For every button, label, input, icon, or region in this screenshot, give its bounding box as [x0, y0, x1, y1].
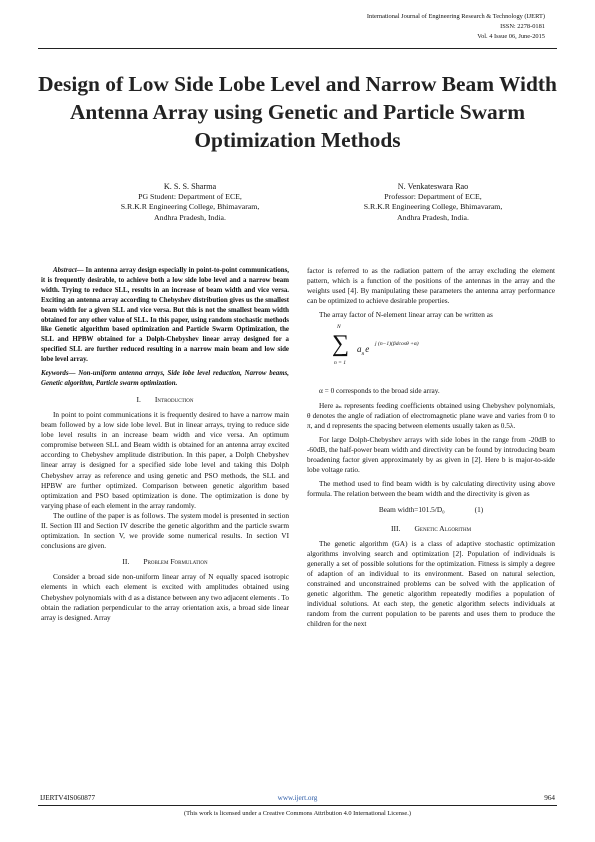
sum-lower-limit: n = 1 [334, 360, 346, 367]
keywords: Keywords— Non-uniform antenna arrays, Side lobe level reduction, Narrow beams, Genetic algorithm, Particle swarm optimization. [41, 370, 289, 387]
exponent-term: j (n−1)(βdcosθ +α) [375, 341, 419, 348]
paragraph: factor is referred to as the radiation pattern of the array excluding the element pattern, which is a function of the positions of the antennas in the array and the weights used [4]. By manipulating these parameters the antenna array performance can be optimized to achieve desirable properties. [307, 266, 555, 306]
abstract-text: In antenna array design especially in point-to-point communications, it is frequently desirable, to achieve both a low side lobe level and a narrow beam width. Trying to reduce SLL, results in an increase of beam width and vice versa. Exciting an antenna array according to Chebyshev distribution gives us the smallest beam width for a given SLL and vice versa. But this is not the smallest beam width obtained for any other value of SLL. In this paper, using random stochastic methods like Genetic algorithm based optimization and Particle Swarm Optimization, the SLL and HPBW obtained for a Dolph-Chebyshev linear array designed for a specified SLL are further reduced resulting in a narrow main beam and low side lobe level array. [41, 267, 289, 364]
footer-rule [38, 805, 557, 806]
left-column [41, 266, 289, 623]
page-number: 964 [544, 794, 555, 802]
abstract [41, 266, 289, 365]
paper-title: Design of Low Side Lobe Level and Narrow Beam Width Antenna Array using Genetic and Particle Swarm Optimization Methods [38, 72, 557, 152]
author-affiliation-line: Andhra Pradesh, India. [154, 212, 226, 222]
paragraph: Consider a broad side non-uniform linear array of N equally spaced isotropic elements in which each element is excited with amplitudes obtained using Chebyshev polynomials with d as a distance between any two adjacent elements . To obtain the radiation perpendicular to the array orientation axis, a broad side linear array is designed. Array [41, 572, 289, 622]
paper-id: IJERTV4IS060877 [40, 794, 96, 802]
paragraph: For large Dolph-Chebyshev arrays with side lobes in the range from -20dB to -60dB, the half-power beam width and directivity can be found by introducing beam broadening factor given approximately by as given in [2]. Here b is major-to-side lobe voltage ratio. [307, 434, 555, 475]
author-block-1 [75, 182, 305, 223]
author-block-2 [318, 182, 548, 223]
paragraph: The genetic algorithm (GA) is a class of adaptive stochastic optimization algorithms involving search and optimization [2]. Population of individuals is generally a set of possible solutions for the optimization. Fitness is simply a degree of adaption of an individual to its environment. Based on natural selection, constrained and unconstrained problems can be solved with the application of genetic algorithm. The genetic algorithm repeatedly modifies a population of individual solutions. At each step, the genetic algorithm selects individuals at random from the current population to be parents and uses them to produce the children for the next [307, 538, 555, 629]
array-factor-equation [307, 322, 555, 384]
journal-header [367, 12, 545, 42]
journal-name: International Journal of Engineering Research & Technology (IJERT) [366, 13, 545, 20]
section-heading-introduction: I. Introduction [136, 394, 194, 404]
paragraph: In point to point communications it is frequently desired to have a narrow main beam followed by a low side lobe level. But in linear arrays, trying to reduce side lobe level results in an increase beam width and vice versa. An optimum compromise between SLL and Beam width is obtained for an antenna array excited according to Chebyshev amplitude distribution. In this paper, a Dolph Chebyshev linear array is designed for a specified side lobe level and taking this Dolph Chebyshev array as reference and using genetic and PSO methods, the SLL and HPBW are further optimized. Comparison between genetic algorithm based optimization and PSO based optimization is done. The optimization is done by varying phase of each element in the array randomly. [41, 409, 289, 510]
journal-link[interactable]: www.ijert.org [277, 794, 318, 802]
author-name: N. Venkateswara Rao [397, 182, 469, 191]
summation-symbol: ∑ [332, 331, 350, 358]
sum-upper-limit: N [337, 324, 341, 331]
paragraph: The method used to find beam width is by calculating directivity using above formula. The relation between the beam width and the directivity is given as [307, 479, 555, 499]
section-heading-problem: II. Problem Formulation [122, 557, 208, 567]
paragraph: The array factor of N-element linear array can be written as [319, 310, 493, 320]
author-affiliation-line: Professor: Department of ECE, [384, 192, 482, 202]
section-heading-genetic: III. Genetic Algorithm [390, 523, 472, 533]
journal-issn: ISSN: 2278-0181 [500, 23, 545, 30]
author-affiliation-line: Andhra Pradesh, India. [397, 212, 469, 222]
right-column [307, 266, 555, 629]
license-note: (This work is licensed under a Creative Commons Attribution 4.0 International License.) [184, 810, 411, 817]
paragraph: Here aₙ represents feeding coefficients obtained using Chebyshev polynomials, θ denotes the angle of radiation of electromagnetic plane wave and varies from 0 to π, and d represents the spacing between elements usually taken as 0.5λ. [307, 400, 555, 430]
abstract-lead: Abstract— [53, 267, 84, 274]
author-name: K. S. S. Sharma [163, 182, 217, 191]
header-rule [38, 48, 557, 49]
journal-volume: Vol. 4 Issue 06, June-2015 [477, 33, 545, 40]
paragraph: α = 0 corresponds to the broad side array. [319, 386, 440, 396]
coefficient-term: $a_ne$ [357, 344, 370, 358]
author-affiliation-line: S.R.K.R Engineering College, Bhimavaram, [363, 202, 503, 212]
beam-width-equation: Beam width=101.5/D₀ (1) [378, 505, 484, 515]
author-affiliation-line: S.R.K.R Engineering College, Bhimavaram, [120, 202, 260, 212]
paragraph: The outline of the paper is as follows. The system model is presented in section II. Section III and Section IV describe the genetic algorithm and the particle swarm optimization. In section V, we provide some numerical results. In section VI conclusions are given. [41, 510, 289, 551]
author-affiliation-line: PG Student: Department of ECE, [138, 192, 242, 202]
